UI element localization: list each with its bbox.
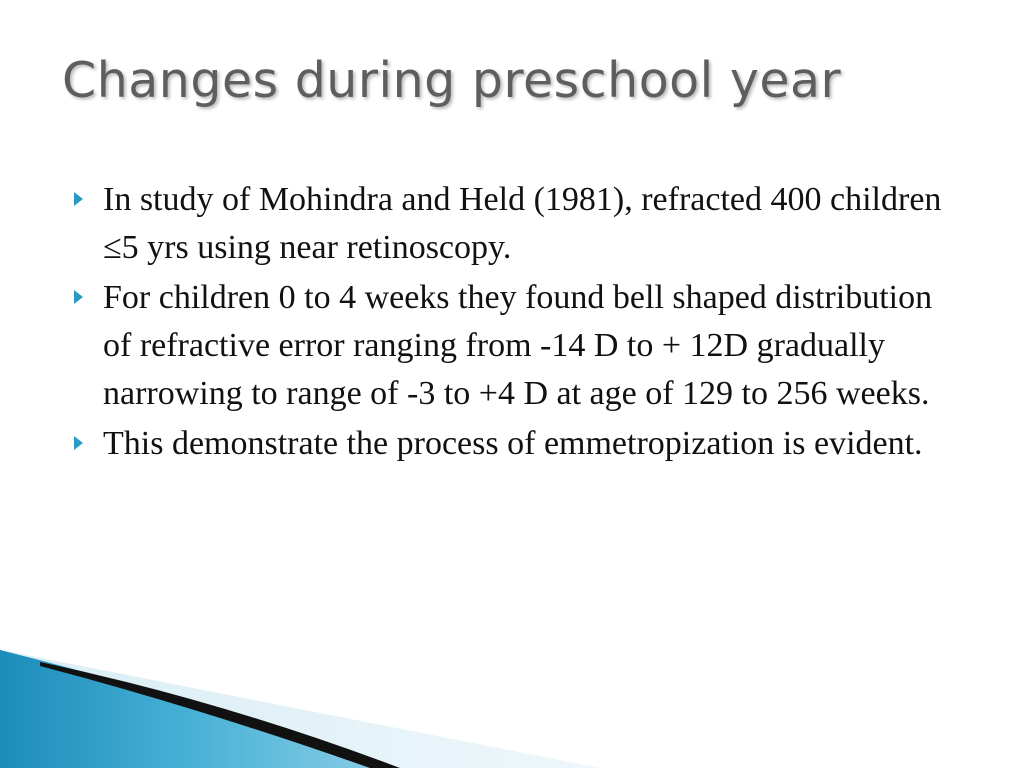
triangle-bullet-icon	[74, 192, 83, 206]
bullet-item	[74, 274, 954, 418]
triangle-bullet-icon	[74, 290, 83, 304]
bullet-text: In study of Mohindra and Held (1981), refracted 400 children ≤5 yrs using near retinoscopy.	[103, 181, 942, 266]
bullet-text: For children 0 to 4 weeks they found bell shaped distribution of refractive error ranging from -14 D to + 12D gradually narrowing to range of -3 to +4 D at age of 129 to 256 weeks.	[103, 279, 933, 412]
bullet-item	[74, 420, 954, 468]
swoosh-light-band	[0, 650, 600, 768]
bullet-list	[74, 176, 954, 470]
bullet-item	[74, 176, 954, 272]
slide-title: Changes during preschool year	[62, 52, 842, 109]
swoosh-dark-stripe	[40, 662, 400, 768]
triangle-bullet-icon	[74, 436, 83, 450]
swoosh-blue-band	[0, 650, 390, 768]
bullet-text: This demonstrate the process of emmetropization is evident.	[103, 425, 923, 462]
